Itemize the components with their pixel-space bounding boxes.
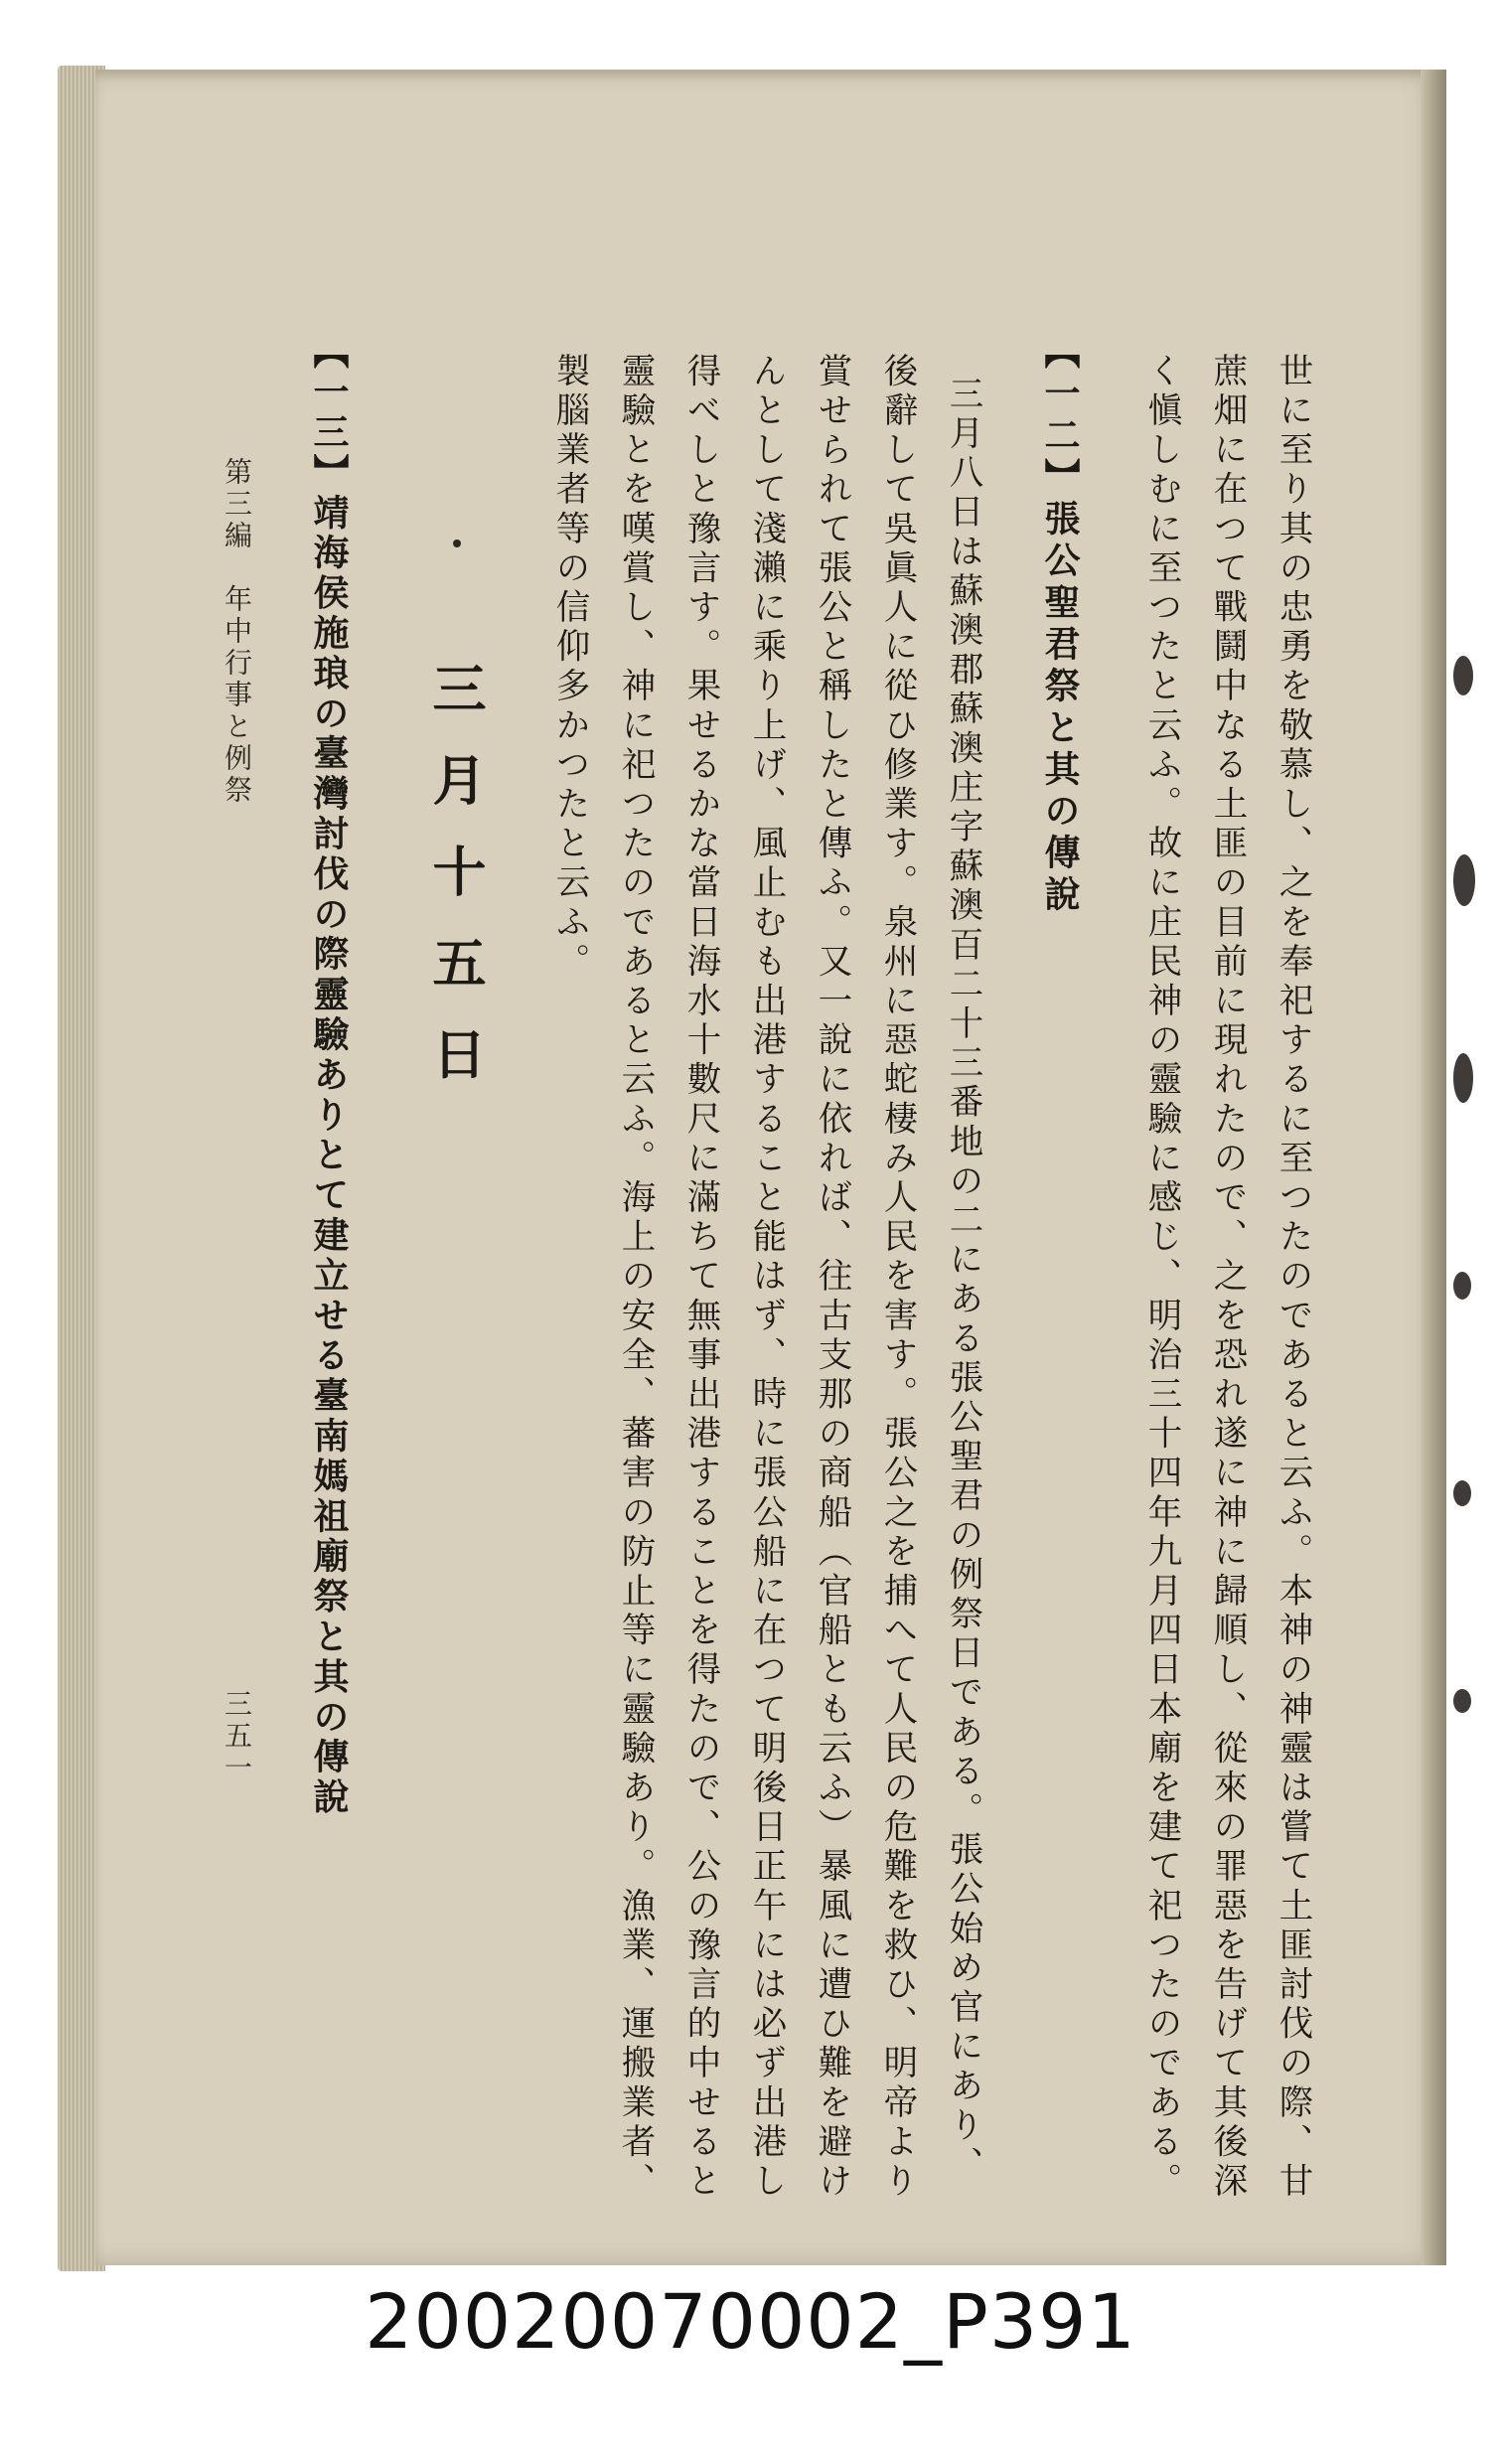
date-heading: 三月十五日 (424, 661, 487, 1118)
text-column: 得べしと豫言す。果せるかな當日海水十數尺に滿ちて無事出港することを得たので、公の豫言的中せると (680, 353, 720, 2203)
text-column: 賞せられて張公と稱したと傳ふ。又一說に依れば、往古支那の商船（官船とも云ふ）暴風に遭ひ難を避け (812, 353, 851, 2203)
book-spine-shadow (1421, 70, 1446, 2265)
binding-mark (1453, 1272, 1471, 1300)
text-column: 三月八日は蘇澳郡蘇澳庄字蘇澳百二十三番地の二にある張公聖君の例祭日である。張公始め官にあり、 (943, 376, 982, 2186)
text-column: 世に至り其の忠勇を敬慕し、之を奉祀するに至つたのであると云ふ。本神の神靈は嘗て土匪討伐の際、甘 (1273, 353, 1312, 2203)
text-column: 製腦業者等の信仰多かつたと云ふ。 (549, 353, 589, 983)
bullet-dot (453, 539, 461, 547)
binding-mark (1453, 656, 1473, 695)
text-column: 蔗畑に在つて戰鬪中なる土匪の目前に現れたので、之を恐れ遂に神に歸順し、從來の罪惡を告げて其後深 (1207, 353, 1247, 2203)
binding-mark (1453, 1480, 1471, 1506)
binding-mark (1453, 1689, 1471, 1713)
text-column: く愼しむに至つたと云ふ。故に庄民神の靈驗に感じ、明治三十四年九月四日本廟を建て祀つたのである。 (1141, 353, 1181, 2203)
catalog-id-label: 20020070002_P391 (365, 2277, 1136, 2366)
text-column: 靈驗とを嘆賞し、神に祀つたのであると云ふ。海上の安全、蕃害の防止等に靈驗あり。漁業、運搬業者、 (615, 353, 655, 2203)
page-number: 三五一 (221, 1689, 253, 1784)
binding-mark (1453, 854, 1475, 906)
binding-mark (1453, 1053, 1473, 1103)
text-column: んとして淺瀨に乘り上げ、風止むも出港すること能はず、時に張公船に在つて明後日正午には必ず出港し (746, 353, 786, 2203)
chapter-footer: 第三編 年中行事と例祭 (221, 457, 253, 807)
section-heading-13: 【一三】靖海侯施琅の臺灣討伐の際靈驗ありとて建立せる臺南媽祖廟祭と其の傳說 (308, 333, 349, 1818)
section-heading-12: 【一二】張公聖君祭と其の傳說 (1039, 333, 1080, 917)
text-column: 後辭して吳眞人に從ひ修業す。泉州に惡蛇棲み人民を害す。張公之を捕へて人民の危難を救ひ、明帝より (877, 353, 917, 2203)
